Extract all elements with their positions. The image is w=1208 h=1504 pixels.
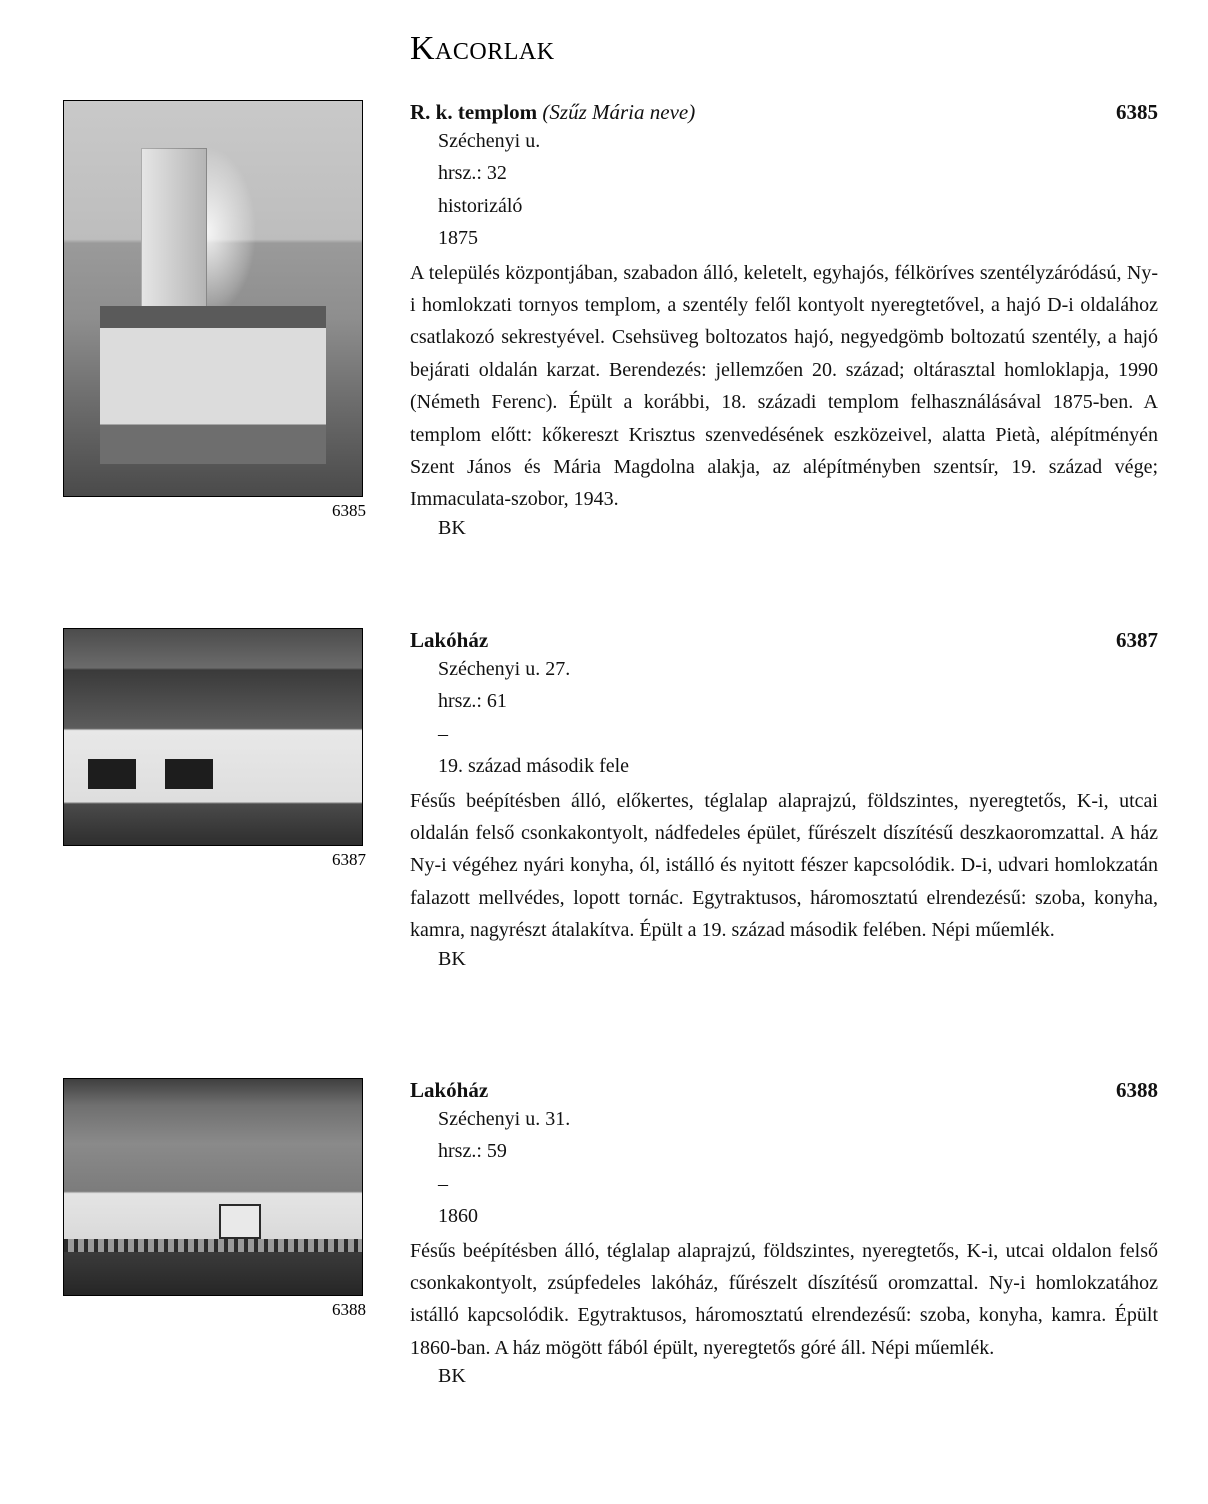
photo-caption: 6387 — [332, 850, 366, 869]
entry-title — [410, 100, 695, 125]
photo-content-house — [64, 1079, 362, 1295]
entry-description: Fésűs beépítésben álló, előkertes, téglalap alaprajzú, földszintes, nyeregtetős, K-i, utcai oldalán felső csonkakontyolt, nádfedeles épület, fűrészelt díszítésű deszkaoromzattal. A ház Ny-i végéhez nyári konyha, ól, istálló és nyitott fészer kapcsolódik. D-i, udvari homlokzatán falazott mellvédes, lopott tornác. Egytraktusos, háromosztatú elrendezésű: szoba, konyha, kamra, nagyrészt átalakítva. Épült a 19. század második felében. Népi műemlék. — [410, 789, 1158, 942]
entry-header — [410, 1078, 1158, 1103]
entry-author: BK — [438, 516, 466, 539]
entry-style: historizáló — [438, 194, 523, 217]
entry-id: 6388 — [1116, 1078, 1158, 1102]
entry-author: BK — [438, 1365, 466, 1388]
entry-title-text: R. k. templom — [410, 100, 538, 124]
entry-title — [410, 628, 488, 653]
entry-title-text: Lakóház — [410, 628, 489, 652]
entry-text-column — [410, 1078, 1158, 1388]
entry-id: 6387 — [1116, 628, 1158, 652]
entry-style: – — [438, 1172, 448, 1195]
entry-title-text: Lakóház — [410, 1078, 489, 1102]
photo-caption: 6388 — [332, 1300, 366, 1319]
entry-text-column — [410, 100, 1158, 540]
entry-style: – — [438, 722, 448, 745]
entry-address: Széchenyi u. 27. — [438, 658, 571, 680]
entry-parcel-number: hrsz.: 59 — [438, 1140, 507, 1163]
entry-address: Széchenyi u. 31. — [438, 1108, 571, 1130]
entry-photograph — [63, 100, 363, 497]
catalog-entry — [0, 628, 1208, 1078]
entry-dedication: (Szűz Mária neve) — [542, 100, 696, 124]
entry-date: 19. század második fele — [438, 755, 630, 778]
entry-address: Széchenyi u. — [438, 130, 541, 152]
entry-parcel-number: hrsz.: 61 — [438, 690, 507, 713]
entry-photograph — [63, 628, 363, 846]
page-title: Kacorlak — [410, 30, 555, 67]
catalog-entry — [0, 1078, 1208, 1498]
photo-content-church — [64, 101, 362, 496]
entry-parcel-number: hrsz.: 32 — [438, 162, 507, 185]
entry-list — [0, 100, 1208, 1498]
photo-caption: 6385 — [332, 501, 366, 520]
entry-date: 1860 — [438, 1205, 478, 1228]
entry-header — [410, 628, 1158, 653]
entry-photo-column — [63, 100, 368, 521]
entry-photo-column — [63, 1078, 368, 1320]
entry-header — [410, 100, 1158, 125]
entry-photograph — [63, 1078, 363, 1296]
entry-text-column — [410, 628, 1158, 971]
photo-content-house — [64, 629, 362, 845]
entry-date: 1875 — [438, 227, 478, 250]
entry-author: BK — [438, 947, 466, 970]
entry-title — [410, 1078, 488, 1103]
entry-description: A település központjában, szabadon álló, keletelt, egyhajós, félköríves szentélyzáródású, Ny-i homlokzati tornyos templom, a szentély felől kontyolt nyeregtetővel, a hajó D-i oldalához csatlakozó sekrestyével. Csehsüveg boltozatos hajó, negyedgömb boltozatú szentély, a hajó bejárati oldalán karzat. Berendezés: jellemzően 20. század; oltárasztal homloklapja, 1990 (Németh Ferenc). Épült a korábbi, 18. századi templom felhasználásával 1875-ben. A templom előtt: kőkereszt Krisztus szenvedésének eszközeivel, alatta Pietà, alépítményén Szent János és Mária Magdolna alakja, az alépítményben szentsír, 19. század vége; Immaculata-szobor, 1943. — [410, 261, 1158, 511]
entry-id: 6385 — [1116, 100, 1158, 124]
entry-description: Fésűs beépítésben álló, téglalap alaprajzú, földszintes, nyeregtetős, K-i, utcai oldalon felső csonkakontyolt, zsúpfedeles lakóház, fűrészelt díszítésű oromzattal. Ny-i homlokzatához istálló kapcsolódik. Egytraktusos, háromosztatú elrendezésű: szoba, konyha, kamra. Épült 1860-ban. A ház mögött fából épült, nyeregtetős góré áll. Népi műemlék. — [410, 1239, 1158, 1359]
catalog-entry — [0, 100, 1208, 628]
entry-photo-column — [63, 628, 368, 870]
